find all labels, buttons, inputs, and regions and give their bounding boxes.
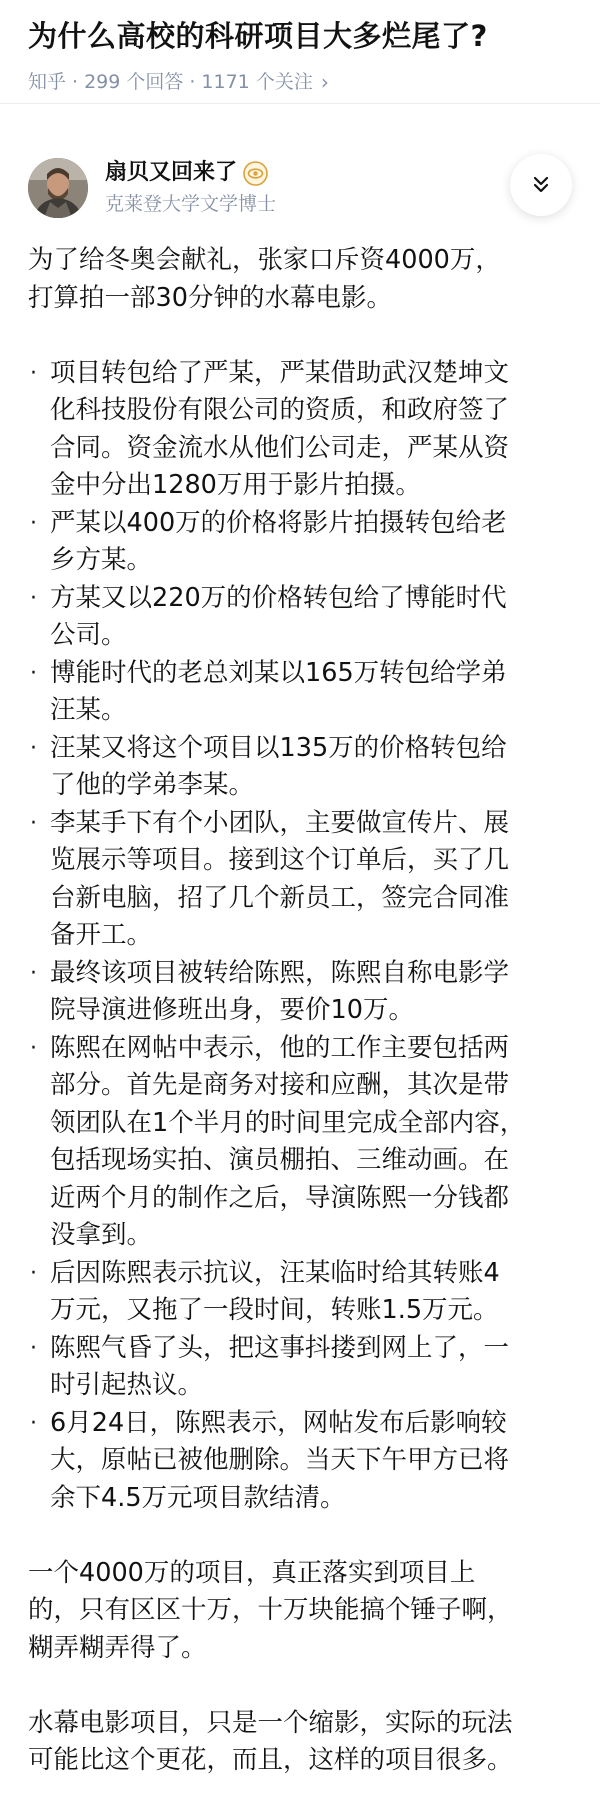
bullet-dot: · — [30, 510, 37, 536]
bullet-dot: · — [30, 360, 37, 386]
question-title[interactable]: 为什么高校的科研项目大多烂尾了? — [28, 19, 488, 53]
event-list — [28, 355, 572, 1518]
list-item — [28, 1330, 572, 1405]
list-item-line: 合同。资金流水从他们公司走，严某从资 — [50, 432, 510, 463]
list-item-line: 陈熙气昏了头，把这事抖搂到网上了，一 — [50, 1332, 510, 1363]
answer — [0, 140, 600, 1780]
question-meta[interactable] — [28, 68, 572, 96]
bullet-dot: · — [30, 810, 37, 836]
list-item — [28, 805, 572, 955]
chevron-right-icon: › — [320, 70, 329, 94]
list-item-line: 李某手下有个小团队，主要做宣传片、展 — [50, 807, 510, 838]
list-item-line: 余下4.5万元项目款结清。 — [50, 1482, 346, 1513]
list-item — [28, 355, 572, 505]
author-info — [105, 158, 276, 218]
intro-line: 为了给冬奥会献礼，张家口斥资4000万， — [28, 245, 501, 275]
list-item-line: 金中分出1280万用于影片拍摄。 — [50, 470, 421, 500]
list-item-line: 院导演进修班出身，要价10万。 — [50, 995, 414, 1025]
paragraph-gap — [28, 1517, 572, 1555]
closing-paragraph — [28, 1705, 572, 1780]
list-item-line: 乡方某。 — [50, 545, 153, 575]
list-item-line: 严某以400万的价格将影片拍摄转包给老 — [50, 507, 507, 538]
list-item-line: 后因陈熙表示抗议，汪某临时给其转账4 — [50, 1257, 500, 1288]
list-item — [28, 580, 572, 655]
list-item-line: 领团队在1个半月的时间里完成全部内容， — [50, 1107, 526, 1138]
question-header — [0, 0, 600, 104]
meta-separator: · — [189, 71, 196, 93]
list-item-line: 时引起热议。 — [50, 1370, 204, 1400]
author-row — [28, 140, 572, 236]
paragraph-gap — [28, 317, 572, 355]
list-item-line: 万元，又拖了一段时间，转账1.5万元。 — [50, 1295, 499, 1325]
bullet-dot: · — [30, 1035, 37, 1061]
bullet-dot: · — [30, 960, 37, 986]
bullet-dot: · — [30, 1335, 37, 1361]
list-item-line: 汪某又将这个项目以135万的价格转包给 — [50, 732, 507, 763]
list-item-line: 备开工。 — [50, 920, 153, 950]
author-name[interactable]: 扇贝又回来了 — [105, 160, 238, 185]
list-item-line: 项目转包给了严某，严某借助武汉楚坤文 — [50, 357, 510, 388]
list-item-line: 览展示等项目。接到这个订单后，买了几 — [50, 845, 510, 875]
author-name-row — [105, 158, 276, 188]
list-item — [28, 955, 572, 1030]
list-item-line: 博能时代的老总刘某以165万转包给学弟 — [50, 657, 507, 688]
list-item-line: 公司。 — [50, 620, 127, 650]
list-item — [28, 730, 572, 805]
list-item — [28, 1255, 572, 1330]
list-item-line: 大，原帖已被他删除。当天下午甲方已将 — [50, 1445, 510, 1475]
bullet-dot: · — [30, 585, 37, 611]
list-item-line: 最终该项目被转给陈熙，陈熙自称电影学 — [50, 957, 510, 988]
avatar[interactable] — [28, 158, 88, 218]
bullet-dot: · — [30, 1410, 37, 1436]
list-item-line: 方某又以220万的价格转包给了博能时代 — [50, 582, 507, 613]
list-item — [28, 655, 572, 730]
closing-line: 水幕电影项目，只是一个缩影，实际的玩法 — [28, 1707, 513, 1738]
author-bio: 克莱登大学文学博士 — [105, 193, 277, 215]
intro-paragraph — [28, 242, 572, 317]
double-chevron-down-icon — [530, 174, 552, 196]
list-item-line: 包括现场实拍、演员棚拍、三维动画。在 — [50, 1145, 510, 1175]
list-item — [28, 505, 572, 580]
list-item-line: 化科技股份有限公司的资质，和政府签了 — [50, 395, 510, 425]
answer-count: 299 个回答 — [84, 71, 184, 93]
meta-separator: · — [72, 71, 79, 93]
list-item-line: 陈熙在网帖中表示，他的工作主要包括两 — [50, 1032, 510, 1063]
intro-line: 打算拍一部30分钟的水幕电影。 — [28, 282, 392, 313]
list-item — [28, 1030, 572, 1255]
list-item-line: 部分。首先是商务对接和应酬，其次是带 — [50, 1070, 510, 1100]
conclusion-line: 一个4000万的项目，真正落实到项目上 — [28, 1557, 476, 1588]
bullet-dot: · — [30, 660, 37, 686]
eye-badge-icon — [243, 161, 268, 186]
bullet-dot: · — [30, 735, 37, 761]
list-item-line: 汪某。 — [50, 695, 127, 725]
conclusion-paragraph — [28, 1555, 572, 1668]
follower-count: 1171 个关注 — [201, 71, 313, 93]
list-item — [28, 1405, 572, 1518]
list-item-line: 6月24日，陈熙表示，网帖发布后影响较 — [50, 1407, 507, 1438]
list-item-line: 了他的学弟李某。 — [50, 770, 255, 800]
answer-content — [28, 242, 572, 1780]
bullet-dot: · — [30, 1260, 37, 1286]
list-item-line: 近两个月的制作之后，导演陈熙一分钱都 — [50, 1182, 510, 1213]
list-item-line: 没拿到。 — [50, 1220, 153, 1250]
paragraph-gap — [28, 1667, 572, 1705]
list-item-line: 台新电脑，招了几个新员工，签完合同准 — [50, 882, 510, 913]
closing-line: 可能比这个更花，而且，这样的项目很多。 — [28, 1745, 513, 1775]
collapse-button[interactable] — [510, 154, 572, 216]
conclusion-line: 糊弄糊弄得了。 — [28, 1632, 207, 1663]
source-label: 知乎 — [28, 71, 67, 93]
conclusion-line: 的，只有区区十万，十万块能搞个锤子啊， — [28, 1595, 513, 1625]
